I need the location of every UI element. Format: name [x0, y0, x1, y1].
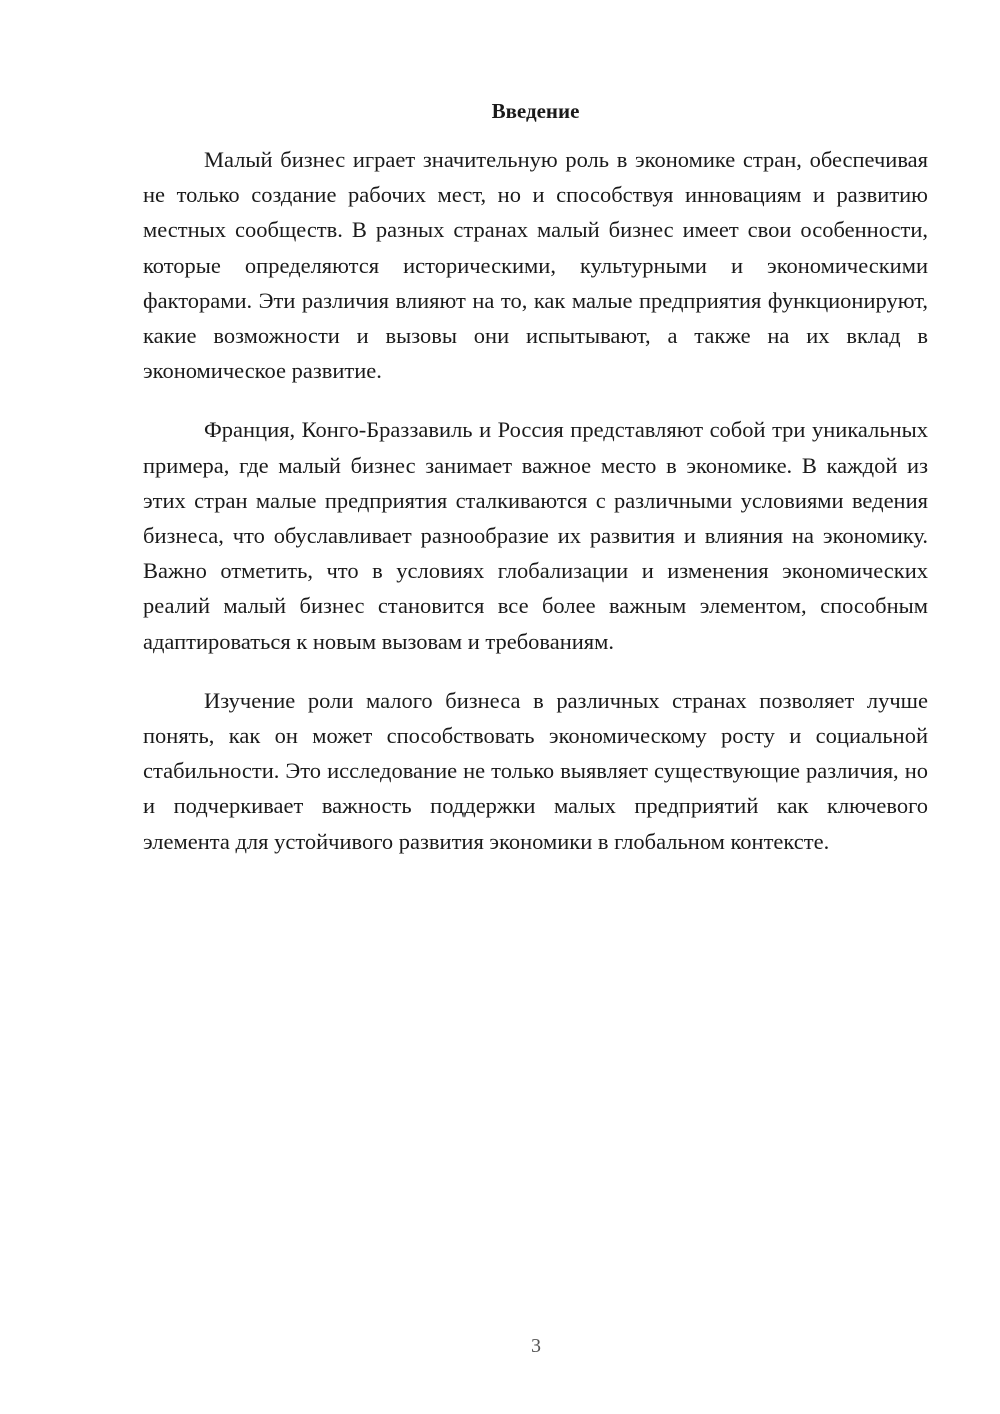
page-number: 3 [531, 1335, 541, 1357]
page-title: Введение [491, 99, 580, 123]
paragraph-3: Изучение роли малого бизнеса в различных странах позволяет лучше понять, как он может способствовать экономическому росту и социальной стабильности. Это исследование не только выявляет существующие различия, но и подчеркивает важность поддержки малых предприятий как ключевого элемента для устойчивого развития экономики в глобальном контексте. [143, 687, 928, 854]
paragraph-2: Франция, Конго-Браззавиль и Россия представляют собой три уникальных примера, где малый бизнес занимает важное место в экономике. В каждой из этих стран малые предприятия сталкиваются с различными условиями ведения бизнеса, что обуславливает разнообразие их развития и влияния на экономику. Важно отметить, что в условиях глобализации и изменения экономических реалий малый бизнес становится все более важным элементом, способным адаптироваться к новым вызовам и требованиям. [143, 417, 928, 654]
page-content [143, 96, 928, 883]
paragraph-1: Малый бизнес играет значительную роль в экономике стран, обеспечивая не только создание рабочих мест, но и способствуя инновациям и развитию местных сообществ. В разных странах малый бизнес имеет свои особенности, которые определяются историческими, культурными и экономическими факторами. Эти различия влияют на то, как малые предприятия функционируют, какие возможности и вызовы они испытывают, а также на их вклад в экономическое развитие. [143, 147, 928, 384]
